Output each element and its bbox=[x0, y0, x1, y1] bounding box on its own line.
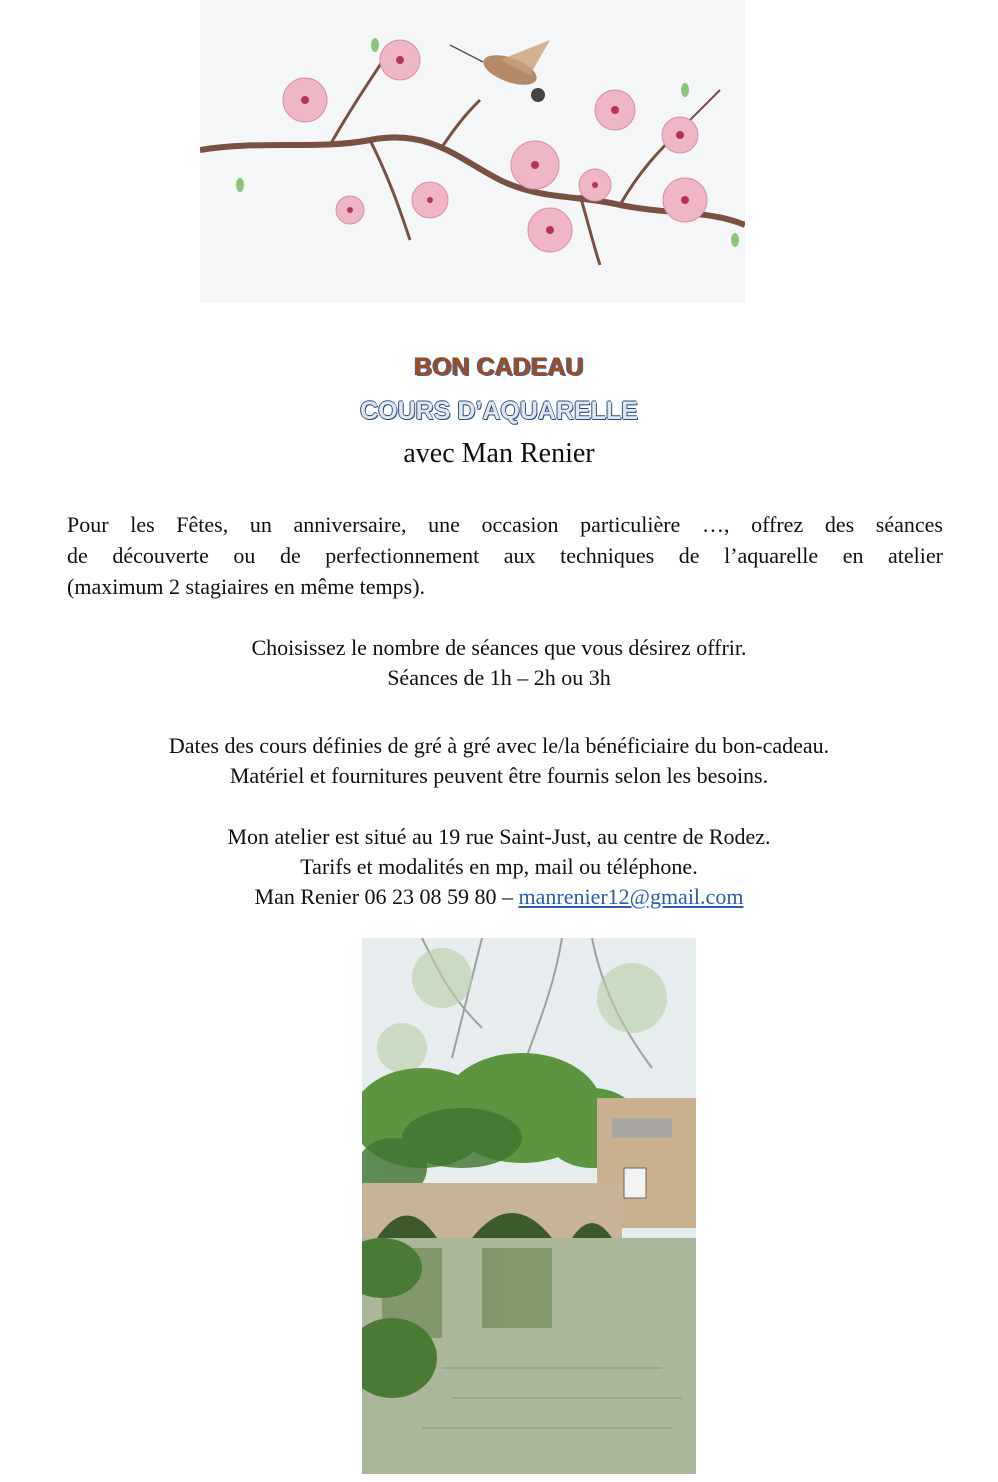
blossom-branch-icon bbox=[200, 0, 745, 303]
email-link[interactable]: manrenier12@gmail.com bbox=[518, 884, 744, 909]
intro-line: de découverte ou de perfectionnement aux techniques de l’aquarelle en atelier bbox=[67, 543, 943, 568]
stone-bridge-icon bbox=[362, 938, 696, 1474]
dates-text: Dates des cours définies de gré à gré avec le/la bénéficiaire du bon-cadeau. bbox=[168, 733, 830, 758]
sessions-choose-text: Choisissez le nombre de séances que vous désirez offrir. bbox=[251, 635, 747, 660]
location-text: Mon atelier est situé au 19 rue Saint-Just, au centre de Rodez. bbox=[227, 824, 771, 849]
title-bon-cadeau: BON CADEAU bbox=[414, 353, 584, 381]
pricing-text: Tarifs et modalités en mp, mail ou téléphone. bbox=[300, 854, 698, 879]
sessions-block bbox=[0, 633, 998, 693]
subtitle: avec Man Renier bbox=[403, 438, 595, 469]
details-block bbox=[0, 731, 998, 791]
contact-line bbox=[0, 882, 998, 912]
title-cours-aquarelle: COURS D’AQUARELLE bbox=[360, 397, 638, 425]
bridge-watercolor-image bbox=[362, 938, 696, 1474]
blossom-watercolor-image bbox=[200, 0, 745, 303]
intro-line: (maximum 2 stagiaires en même temps). bbox=[67, 574, 426, 599]
materials-text: Matériel et fournitures peuvent être fournis selon les besoins. bbox=[229, 763, 769, 788]
intro-paragraph bbox=[67, 509, 943, 602]
sessions-durations-text: Séances de 1h – 2h ou 3h bbox=[387, 665, 611, 690]
intro-line: Pour les Fêtes, un anniversaire, une occasion particulière …, offrez des séances bbox=[67, 512, 943, 537]
contact-block bbox=[0, 822, 998, 912]
name-phone-text: Man Renier 06 23 08 59 80 – bbox=[254, 884, 514, 909]
